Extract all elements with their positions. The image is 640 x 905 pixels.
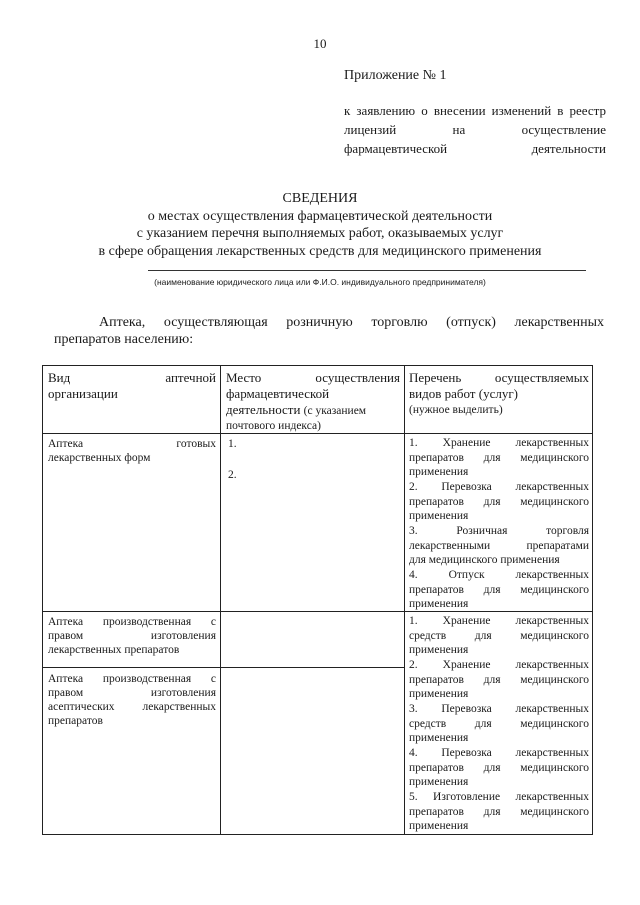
row1-work-1-line1: 1. Хранение лекарственных (409, 437, 589, 449)
header-type-line2: организации (48, 386, 118, 401)
header-type-line1: Вид аптечной (48, 370, 216, 385)
row1-work-4-line3: применения (409, 598, 469, 611)
header-place-line4: почтового индекса) (226, 420, 321, 432)
row1-work-4-line2: препаратов для медицинского (409, 583, 589, 596)
row23-work-2-line3: применения (409, 688, 469, 701)
row1-work-2-line3: применения (409, 510, 469, 523)
row3-type-line4: препаратов (48, 715, 103, 727)
header-place-line2: фармацевтической (226, 386, 330, 401)
header-place-line3 (226, 402, 400, 418)
row23-work-1 (409, 614, 589, 658)
row23-work-4-line1: 4. Перевозка лекарственных (409, 747, 589, 759)
intro-paragraph (54, 314, 604, 348)
row23-work-5-line2: препаратов для медицинского (409, 805, 589, 818)
row23-work-4 (409, 746, 589, 790)
row23-work-3-line1: 3. Перевозка лекарственных (409, 703, 589, 715)
row3-type-line1: Аптека производственная с (48, 673, 216, 685)
appendix-subtitle: к заявлению о внесении изменений в реестр лицензий на осуществление фармацевтической деятельности (344, 103, 606, 156)
row2-type-line1: Аптека производственная с (48, 616, 216, 628)
row23-work-2 (409, 658, 589, 702)
row23-work-5 (409, 790, 589, 834)
row23-work-5-line3: применения (409, 820, 469, 833)
row2-type-line3: лекарственных препаратов (48, 644, 180, 656)
info-table (42, 365, 593, 835)
row1-work-3-line1: 3. Розничная торговля (409, 525, 589, 537)
header-works-line2: видов работ (услуг) (409, 386, 518, 401)
row23-work-2-line2: препаратов для медицинского (409, 673, 589, 686)
heading-line-3: в сфере обращения лекарственных средств для медицинского применения (98, 243, 542, 259)
row23-work-1-line2: средств для медицинского (409, 629, 589, 642)
row23-work-4-line3: применения (409, 776, 469, 789)
row1-work-2 (409, 480, 589, 524)
table-header-divider (43, 433, 592, 434)
row1-type-line1: Аптека готовых (48, 438, 216, 450)
row23-work-3-line3: применения (409, 732, 469, 745)
row1-work-1 (409, 436, 589, 480)
row1-work-3 (409, 524, 589, 568)
row3-type-line3: асептических лекарственных (48, 701, 216, 713)
row1-work-2-line1: 2. Перевозка лекарственных (409, 481, 589, 493)
row1-work-3-line2: лекарственными препаратами (409, 539, 589, 552)
row23-work-5-line1: 5. Изготовление лекарственных (409, 791, 589, 803)
table-row2-divider (43, 667, 404, 668)
header-place-activity: деятельности (226, 402, 301, 417)
row23-work-3 (409, 702, 589, 746)
table-row1-divider (43, 611, 404, 612)
row23-work-3-line2: средств для медицинского (409, 717, 589, 730)
row23-work-1-line1: 1. Хранение лекарственных (409, 615, 589, 627)
header-works-line1: Перечень осуществляемых (409, 370, 589, 385)
row1-work-2-line2: препаратов для медицинского (409, 495, 589, 508)
row23-work-1-line3: применения (409, 644, 469, 657)
header-place-line1: Место осуществления (226, 370, 400, 385)
row1-place-2: 2. (228, 469, 237, 481)
intro-line-1: Аптека, осуществляющая розничную торговлю (отпуск) лекарственных (99, 315, 604, 330)
appendix-title: Приложение № 1 (344, 68, 447, 83)
row1-place-1: 1. (228, 438, 237, 450)
table-column-divider-2 (404, 366, 405, 834)
signature-caption: (наименование юридического лица или Ф.И.О. индивидуального предпринимателя) (154, 277, 486, 287)
heading-title: СВЕДЕНИЯ (282, 191, 358, 206)
row23-work-4-line2: препаратов для медицинского (409, 761, 589, 774)
row1-work-3-line3: для медицинского применения (409, 554, 560, 567)
row1-work-4-line1: 4. Отпуск лекарственных (409, 569, 589, 581)
header-works-line3: (нужное выделить) (409, 404, 503, 416)
row1-work-1-line2: препаратов для медицинского (409, 451, 589, 464)
row1-type-line2: лекарственных форм (48, 452, 151, 464)
row1-work-1-line3: применения (409, 466, 469, 479)
row2-type-line2: правом изготовления (48, 630, 216, 642)
row23-work-2-line1: 2. Хранение лекарственных (409, 659, 589, 671)
page-number: 10 (313, 36, 327, 51)
document-heading (0, 190, 640, 260)
table-column-divider-1 (220, 366, 221, 834)
heading-line-2: с указанием перечня выполняемых работ, оказываемых услуг (136, 226, 504, 241)
name-signature-line (148, 270, 586, 271)
heading-line-1: о местах осуществления фармацевтической деятельности (147, 208, 493, 224)
intro-line-2: препаратов населению: (54, 332, 194, 347)
row1-work-4 (409, 568, 589, 612)
header-place-note: (с указанием (303, 405, 367, 417)
row3-type-line2: правом изготовления (48, 687, 216, 699)
